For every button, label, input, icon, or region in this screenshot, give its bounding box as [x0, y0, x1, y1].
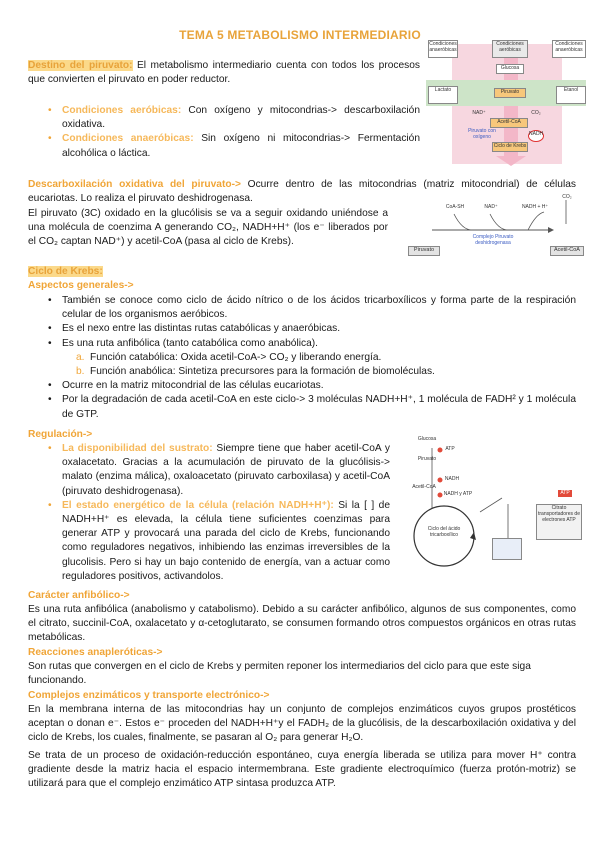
- anapleroticas-heading: Reacciones anapleróticas->: [28, 647, 163, 658]
- list-item: • La disponibilidad del sustrato: Siempre tiene que haber acetil-CoA y oxalacetato. Gracias a la acumulación de piruvato de la glucólisis-> malato (enzima málica), oxaloacetato (piruvato carboxilasa) y acetil-CoA (piruvato deshidrogenasa).: [28, 442, 390, 499]
- list-item: b. Función anabólica: Sintetiza precursores para la formación de biomoléculas.: [76, 366, 435, 378]
- list-item: • Ocurre en la matriz mitocondrial de las células eucariotas.: [28, 379, 576, 393]
- list-item: • También se conoce como ciclo de ácido nítrico o de los ácidos tricarboxílicos y forma parte de la respiración celular de los organismos aeróbicos.: [28, 294, 576, 322]
- anfibolico-heading: Carácter anfibólico->: [28, 590, 130, 601]
- list-item: • Es una ruta anfibólica (tanto catabólica como anabólica).: [28, 337, 576, 351]
- destino-heading: Destino del piruvato:: [28, 60, 133, 71]
- pyruvate-fate-diagram: Condiciones anaeróbicas Condiciones aeróbicas Condiciones anaeróbicas Glucosa Piruvato Lactato Etanol NAD⁺ CO₂ Acetil-CoA Piruvato con oxígeno Ciclo de Krebs NADH: [424, 38, 588, 166]
- complejos-paragraph: En la membrana interna de las mitocondrias hay un conjunto de complejos enzimáticos cuyos grupos prostéticos aceptan o donan e⁻. Estos e⁻ proceden del NADH+H⁺y el FADH₂ de la glucólisis, de la descarboxilación oxidativa y del ciclo de Krebs, los cuales, finalmente, se pasaran al O₂ para generar H₂O.: [28, 704, 576, 744]
- krebs-regulation-diagram: Glucosa ATP Piruvato NADH Acetil-CoA NADH y ATP Ciclo del ácido tricarboxílico ATP Citrato transportadores de electrones ATP: [396, 434, 588, 578]
- destino-list: [28, 104, 420, 161]
- krebs-heading: Ciclo de Krebs:: [28, 266, 103, 277]
- complejos-heading: Complejos enzimáticos y transporte electrónico->: [28, 690, 270, 701]
- destino-text: El metabolismo intermediario cuenta con todos los procesos que convierten el piruvato en poder reductor.: [28, 60, 420, 86]
- list-item: • Condiciones anaeróbicas: Sin oxígeno ni mitocondrias-> Fermentación alcohólica o láctica.: [28, 132, 420, 160]
- list-item: • El estado energético de la célula (relación NADH+H⁺): Si la [ ] de NADH+H⁺ es elevada, la célula tiene suficientes coenzimas para generar ATP y provocará una parada del ciclo de Krebs, funcionando como reguladores negativos, inhibiendo las enzimas irreversibles de la glucolisis. Pero si hay un bajo contenido de energía, van a actuar como reguladores positivos, activandolos.: [28, 499, 390, 584]
- descarb-paragraph: Descarboxilación oxidativa del piruvato-> Ocurre dentro de las mitocondrias (matriz mitocondrial) de células eucariotas. Lo realiza el piruvato deshidrogenasa.: [28, 179, 576, 205]
- descarb-heading: Descarboxilación oxidativa del piruvato->: [28, 179, 241, 190]
- regulacion-list: [28, 442, 390, 584]
- list-item: • Es el nexo entre las distintas rutas catabólicas y anaeróbicas.: [28, 322, 576, 336]
- pyruvate-dehydrogenase-diagram: Piruvato CoA-SH NAD⁺ NADH + H⁺ Complejo Piruvato deshidrogenasa Acetil-CoA CO₂: [398, 194, 588, 256]
- complejos-paragraph-2: Se trata de un proceso de oxidación-reducción espontáneo, cuya energía liberada se utiliza para mover H⁺ contra gradiente desde la matriz hacia el espacio intermembrana. Este gradiente electroquímico (fuerza protón-motriz) se utilizará para que el complejo enzimático ATP sintasa produzca ATP.: [28, 750, 576, 790]
- aspectos-list: [28, 294, 576, 422]
- aspectos-heading: Aspectos generales->: [28, 280, 134, 291]
- destino-paragraph: [28, 59, 420, 87]
- regulacion-heading: Regulación->: [28, 429, 93, 440]
- list-item: • Por la degradación de cada acetil-CoA en este ciclo-> 3 moléculas NADH+H⁺, 1 molécula de FADH² y 1 molécula de GTP.: [28, 393, 576, 421]
- anfibolico-paragraph: Es una ruta anfibólica (anabolismo y catabolismo). Debido a su carácter anfibólico, algunos de sus componentes, como el citrato, succinil-CoA, oxalacetato y α-cetoglutarato, se consumen formando otros compuestos orgánicos en otras rutas metabólicas.: [28, 604, 576, 644]
- anapleroticas-paragraph: Son rutas que convergen en el ciclo de Krebs y permiten reponer los intermediarios del ciclo para que este siga funcionando.: [28, 661, 531, 687]
- list-item: a. Función catabólica: Oxida acetil-CoA-> CO₂ y liberando energía.: [76, 351, 382, 363]
- list-item: • Condiciones aeróbicas: Con oxígeno y mitocondrias-> descarboxilación oxidativa.: [28, 104, 420, 132]
- page-title: TEMA 5 METABOLISMO INTERMEDIARIO: [179, 28, 421, 42]
- descarb-paragraph-2: El piruvato (3C) oxidado en la glucólisis se va a seguir oxidando uniéndose a una molécula de coenzima A generando CO₂, NADH+H⁺ (los e⁻ liberados por el CO₂ captan NAD⁺) y acetil-CoA (pasa al ciclo de Krebs).: [28, 208, 388, 248]
